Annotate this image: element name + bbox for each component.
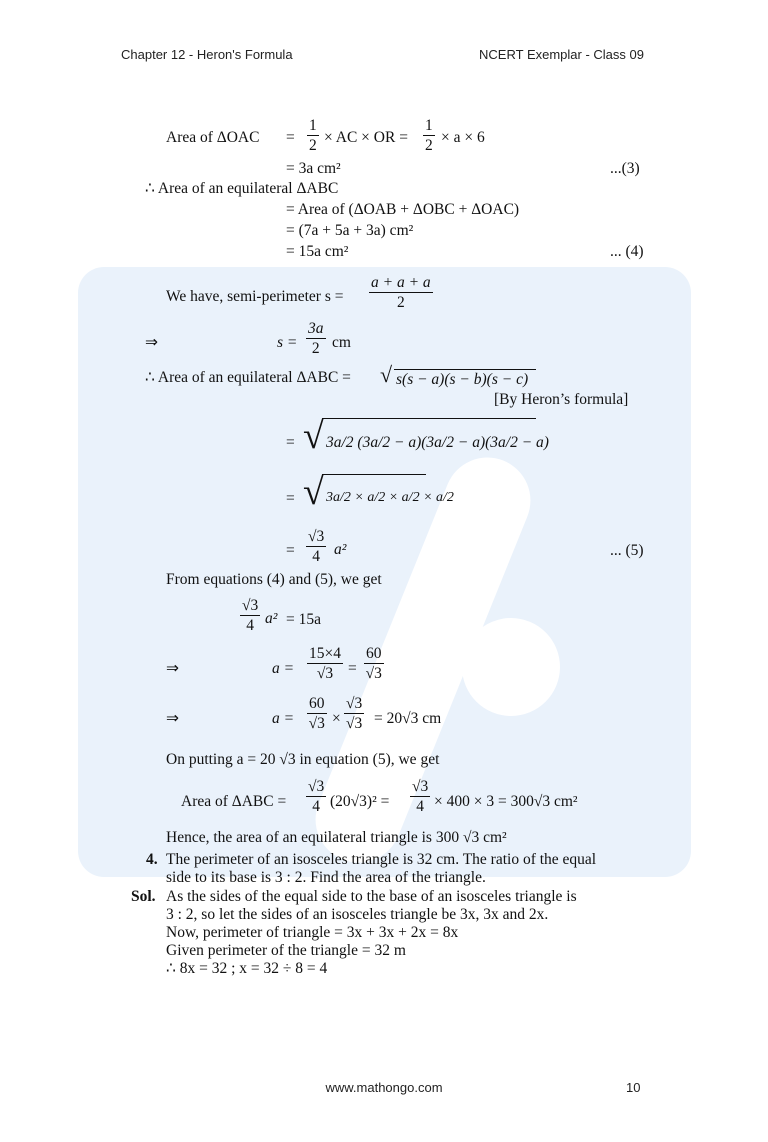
sqrt-symbol: √ xyxy=(380,362,393,387)
header-book: NCERT Exemplar - Class 09 xyxy=(479,47,644,62)
fraction-half: $\frac{1}{2}$ xyxy=(309,117,317,155)
area-sum-values: = (7a + 5a + 3a) cm² xyxy=(286,222,414,239)
question-text-line-1: The perimeter of an isosceles triangle is 32 cm. The ratio of the equal xyxy=(166,851,597,868)
a-equals: a = xyxy=(272,710,295,727)
s-fraction: $\frac{3a}{2}$ xyxy=(308,320,324,358)
watermark-logo-dot xyxy=(462,618,560,716)
equation-number-5: ... (5) xyxy=(610,542,644,559)
root3-over-4: $\frac{√3}{4}$ xyxy=(308,778,325,816)
root3-over-4: $\frac{√3}{4}$ xyxy=(242,597,259,635)
area-sum-line: = Area of (ΔOAB + ΔOBC + ΔOAC) xyxy=(286,201,520,218)
sqrt-bar xyxy=(322,418,536,419)
implies-arrow: ⇒ xyxy=(145,334,158,351)
question-text-line-2: side to its base is 3 : 2. Find the area of the triangle. xyxy=(166,869,486,886)
equals-sign: = xyxy=(286,542,295,559)
heron-formula-rhs: s(s − a)(s − b)(s − c) xyxy=(396,371,529,388)
heron-formula-lhs: ∴ Area of an equilateral ΔABC = xyxy=(145,369,351,386)
area-abc-label: Area of ΔABC = xyxy=(181,793,287,810)
area-oac-expr-2: × a × 6 xyxy=(441,129,485,146)
solution-line-3: Now, perimeter of triangle = 3x + 3x + 2x = 8x xyxy=(166,924,459,941)
a-result: = 20√3 cm xyxy=(374,710,442,727)
page-number: 10 xyxy=(626,1080,641,1095)
equals-sign: = xyxy=(286,129,295,146)
equals-sign: = xyxy=(348,660,357,677)
equation-number-3: ...(3) xyxy=(610,160,640,177)
footer-url: www.mathongo.com xyxy=(325,1080,443,1095)
a-squared: a² xyxy=(334,541,347,558)
a-equals: a = xyxy=(272,660,295,677)
sqrt-bar xyxy=(322,474,426,475)
equals-sign: = xyxy=(286,490,295,507)
fraction-60-over-root3: $\frac{60}{√3}$ xyxy=(308,695,325,733)
putting-value-line: On putting a = 20 √3 in equation (5), we get xyxy=(166,751,440,768)
therefore-area-line: ∴ Area of an equilateral ΔABC xyxy=(145,180,339,197)
equals-sign: = xyxy=(286,434,295,451)
s-unit: cm xyxy=(332,334,351,351)
solution-line-1: As the sides of the equal side to the base of an isosceles triangle is xyxy=(166,888,577,905)
area-total: = 15a cm² xyxy=(286,243,349,260)
a-squared: a² xyxy=(265,610,278,627)
times-sign: × xyxy=(332,710,341,727)
solution-label: Sol. xyxy=(131,888,156,905)
sqrt-bar xyxy=(394,369,536,370)
from-equations-line: From equations (4) and (5), we get xyxy=(166,571,382,588)
sqrt-symbol: √ xyxy=(303,415,324,457)
area-abc-result: × 400 × 3 = 300√3 cm² xyxy=(434,793,578,810)
root3-over-4: $\frac{√3}{4}$ xyxy=(412,778,429,816)
solution-line-4: Given perimeter of the triangle = 32 m xyxy=(166,942,406,959)
fraction-half: $\frac{1}{2}$ xyxy=(425,117,433,155)
area-oac-expr: × AC × OR = xyxy=(324,129,408,146)
sqrt-symbol: √ xyxy=(303,471,324,513)
area-abc-middle: (20√3)² = xyxy=(330,793,390,810)
heron-reference: [By Heron’s formula] xyxy=(494,391,629,408)
implies-arrow: ⇒ xyxy=(166,660,179,677)
area-oac-label: Area of ΔOAC xyxy=(166,129,260,146)
area-oac-result: = 3a cm² xyxy=(286,160,341,177)
solution-line-5: ∴ 8x = 32 ; x = 32 ÷ 8 = 4 xyxy=(166,960,328,977)
fraction-root3-over-root3: $\frac{√3}{√3}$ xyxy=(346,695,363,733)
solution-line-2: 3 : 2, so let the sides of an isosceles triangle be 3x, 3x and 2x. xyxy=(166,906,549,923)
s-equals: s = xyxy=(277,334,298,351)
implies-arrow: ⇒ xyxy=(166,710,179,727)
fraction-60-over-root3: $\frac{60}{√3}$ xyxy=(365,645,382,683)
root3-over-4: $\frac{√3}{4}$ xyxy=(308,528,325,566)
hence-conclusion: Hence, the area of an equilateral triangle is 300 √3 cm² xyxy=(166,829,507,846)
header-chapter: Chapter 12 - Heron's Formula xyxy=(121,47,293,62)
heron-product: 3a/2 × a/2 × a/2 × a/2 xyxy=(326,490,454,505)
semi-perimeter-fraction: $\frac{a + a + a}{2}$ xyxy=(371,274,431,312)
fraction-15x4-over-root3: $\frac{15\times 4}{√3}$ xyxy=(309,645,341,683)
equals-15a: = 15a xyxy=(286,611,321,628)
question-number: 4. xyxy=(146,851,158,868)
equation-number-4: ... (4) xyxy=(610,243,644,260)
semi-perimeter-label: We have, semi-perimeter s = xyxy=(166,288,344,305)
heron-substitution: 3a/2 (3a/2 − a)(3a/2 − a)(3a/2 − a) xyxy=(326,434,549,451)
